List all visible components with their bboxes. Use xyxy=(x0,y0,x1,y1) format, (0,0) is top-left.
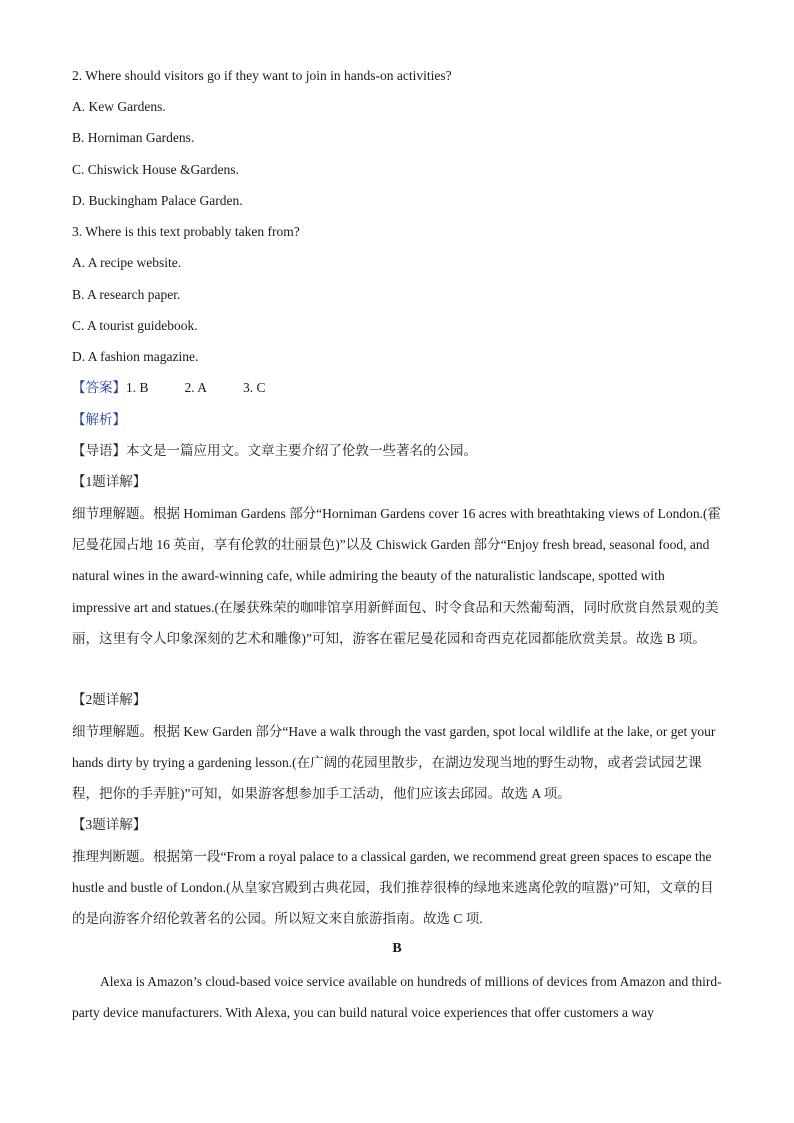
guide-label: 【导语】 xyxy=(72,443,126,458)
detail-3-label: 【3题详解】 xyxy=(72,817,147,832)
detail-2-label: 【2题详解】 xyxy=(72,692,147,707)
question-3-option-a: A. A recipe website. xyxy=(72,255,182,270)
section-b-text: Alexa is Amazon’s cloud-based voice service available on hundreds of millions of devices from Amazon and third-party device manufacturers. With Alexa, you can build natural voice experiences that offer customers a way xyxy=(72,974,722,1021)
question-2-option-c: C. Chiswick House &Gardens. xyxy=(72,162,239,177)
answer-label: 【答案】 xyxy=(72,380,126,395)
answer-item-1: 1. B xyxy=(126,380,149,395)
question-2-option-d: D. Buckingham Palace Garden. xyxy=(72,193,243,208)
analysis-label: 【解析】 xyxy=(72,412,126,427)
question-3-option-c: C. A tourist guidebook. xyxy=(72,318,198,333)
guide-line xyxy=(72,441,477,461)
answer-line xyxy=(72,378,274,398)
question-2-option-b: B. Horniman Gardens. xyxy=(72,130,195,145)
section-b-title: B xyxy=(392,941,402,956)
question-3-stem: 3. Where is this text probably taken from? xyxy=(72,224,300,239)
detail-3-text: 推理判断题。根据第一段“From a royal palace to a classical garden, we recommend great green spaces to escape the hustle and bustle of London.(从皇家宫殿到古典花园，我们推荐很棒的绿地来逃离伦敦的喧嚣)”可知，文章的目的是向游客介绍伦敦著名的公园。所以短文来自旅游指南。故选 C 项. xyxy=(72,849,714,927)
question-3-option-b: B. A research paper. xyxy=(72,287,181,302)
detail-1-label: 【1题详解】 xyxy=(72,474,147,489)
question-3-option-d: D. A fashion magazine. xyxy=(72,349,199,364)
answer-item-3: 3. C xyxy=(243,380,266,395)
question-2-stem: 2. Where should visitors go if they want to join in hands-on activities? xyxy=(72,68,452,83)
answer-item-2: 2. A xyxy=(184,380,208,395)
detail-1-text: 细节理解题。根据 Homiman Gardens 部分“Horniman Gardens cover 16 acres with breathtaking views of London.(霍尼曼花园占地 16 英亩，享有伦敦的壮丽景色)”以及 Chiswick Garden 部分“Enjoy fresh bread, seasonal food, and natural wines in the award-winning cafe, while admiring the beauty of the naturalistic landscape, spotted with impressive art and statues.(在屡获殊荣的咖啡馆享用新鲜面包、时令食品和天然葡萄酒，同时欣赏自然景观的美丽，这里有令人印象深刻的艺术和雕像)”可知，游客在霍尼曼花园和奇西克花园都能欣赏美景。故选 B 项。 xyxy=(72,506,721,646)
detail-2-text: 细节理解题。根据 Kew Garden 部分“Have a walk through the vast garden, spot local wildlife at the lake, or get your hands dirty by trying a gardening lesson.(在广阔的花园里散步，在湖边发现当地的野生动物，或者尝试园艺课程，把你的手弄脏)”可知，如果游客想参加手工活动，他们应该去邱园。故选 A 项。 xyxy=(72,724,716,802)
question-2-option-a: A. Kew Gardens. xyxy=(72,99,166,114)
guide-text: 本文是一篇应用文。文章主要介绍了伦敦一些著名的公园。 xyxy=(126,443,477,458)
